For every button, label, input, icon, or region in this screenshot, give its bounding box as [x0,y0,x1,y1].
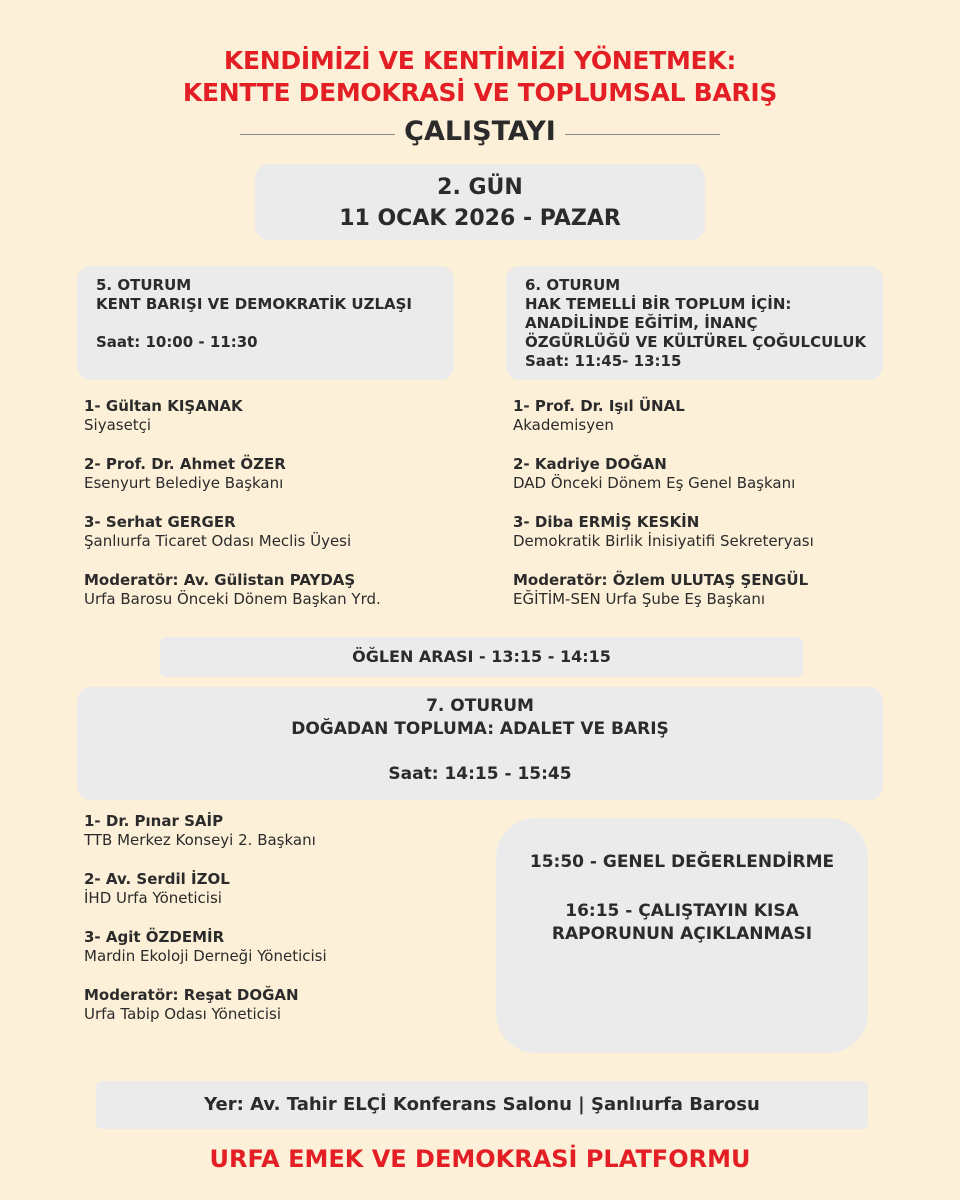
speaker-name: 1- Gültan KIŞANAK [84,397,243,415]
moderator-name: Moderatör: Av. Gülistan PAYDAŞ [84,571,356,589]
session7-title: DOĞADAN TOPLUMA: ADALET VE BARIŞ [291,719,669,739]
session5-header [77,266,454,380]
title-line-1: KENDİMİZİ VE KENTİMİZİ YÖNETMEK: [223,46,737,75]
speaker-name: 3- Serhat GERGER [84,513,236,531]
speaker-item [513,455,933,493]
moderator-role: Urfa Barosu Önceki Dönem Başkan Yrd. [84,590,381,608]
speaker-name: 1- Dr. Pınar SAİP [84,812,224,830]
session5-time: Saat: 10:00 - 11:30 [96,333,258,351]
speaker-role: TTB Merkez Konseyi 2. Başkanı [84,831,316,849]
session6-time: Saat: 11:45- 13:15 [525,352,682,370]
speaker-role: Siyasetçi [84,416,152,434]
closing-box [496,818,868,1053]
speaker-item [84,986,484,1024]
session5-speakers [84,397,484,629]
speaker-name: 2- Av. Serdil İZOL [84,870,230,888]
session6-title-1: HAK TEMELLİ BİR TOPLUM İÇİN: [525,295,792,313]
speaker-name: 2- Prof. Dr. Ahmet ÖZER [84,455,286,473]
speaker-name: 1- Prof. Dr. Işıl ÜNAL [513,397,685,415]
day-box [255,164,705,240]
session6-title-2: ANADİLİNDE EĞİTİM, İNANÇ [525,314,758,332]
session6-speakers [513,397,933,629]
speaker-name: 3- Diba ERMİŞ KESKİN [513,513,700,531]
speaker-role: Demokratik Birlik İnisiyatifi Sekreteryası [513,532,814,550]
session6-header [506,266,883,380]
moderator-name: Moderatör: Özlem ULUTAŞ ŞENGÜL [513,571,809,589]
speaker-item [84,812,484,850]
speaker-role: Şanlıurfa Ticaret Odası Meclis Üyesi [84,532,352,550]
session6-number: 6. OTURUM [525,276,621,294]
speaker-name: 2- Kadriye DOĞAN [513,455,667,473]
speaker-name: 3- Agit ÖZDEMİR [84,928,225,946]
closing-item-2-line-1: 16:15 - ÇALIŞTAYIN KISA [565,901,799,921]
speaker-item [84,455,484,493]
speaker-item [513,513,933,551]
day-label: 2. GÜN [437,175,523,200]
session7-header [77,687,883,800]
speaker-item [84,928,484,966]
session5-number: 5. OTURUM [96,276,192,294]
moderator-name: Moderatör: Reşat DOĞAN [84,986,299,1004]
speaker-item [513,397,933,435]
moderator-role: Urfa Tabip Odası Yöneticisi [84,1005,282,1023]
session7-time: Saat: 14:15 - 15:45 [388,764,572,784]
organizer-footer: URFA EMEK VE DEMOKRASİ PLATFORMU [209,1145,751,1173]
subtitle: ÇALIŞTAYI [404,116,556,147]
speaker-role: DAD Önceki Dönem Eş Genel Başkanı [513,474,796,492]
moderator-role: EĞİTİM-SEN Urfa Şube Eş Başkanı [513,590,766,608]
closing-item-2-line-2: RAPORUNUN AÇIKLANMASI [551,924,813,944]
title-line-2: KENTTE DEMOKRASİ VE TOPLUMSAL BARIŞ [182,78,778,107]
session5-title: KENT BARIŞI VE DEMOKRATİK UZLAŞI [96,295,412,313]
venue-bar: Yer: Av. Tahir ELÇİ Konferans Salonu | Şanlıurfa Barosu [96,1081,868,1129]
lunch-break-bar: ÖĞLEN ARASI - 13:15 - 14:15 [160,637,803,677]
session6-title-3: ÖZGÜRLÜĞÜ VE KÜLTÜREL ÇOĞULCULUK [525,333,867,351]
speaker-role: İHD Urfa Yöneticisi [84,889,222,907]
speaker-role: Akademisyen [513,416,614,434]
speaker-role: Mardin Ekoloji Derneği Yöneticisi [84,947,327,965]
speaker-item [84,571,484,609]
day-date: 11 OCAK 2026 - PAZAR [339,206,621,231]
speaker-item [84,513,484,551]
speaker-item [84,870,484,908]
session7-speakers [84,812,484,1044]
speaker-item [513,571,933,609]
session7-number: 7. OTURUM [426,696,534,716]
speaker-item [84,397,484,435]
speaker-role: Esenyurt Belediye Başkanı [84,474,284,492]
closing-item-1: 15:50 - GENEL DEĞERLENDİRME [529,852,835,872]
